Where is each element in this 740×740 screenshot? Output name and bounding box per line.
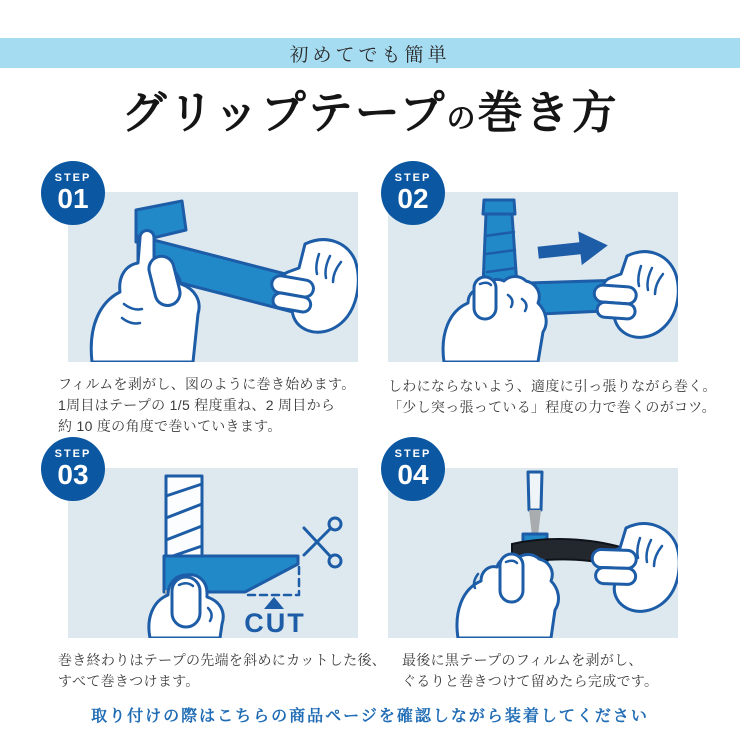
step2-caption bbox=[388, 376, 723, 418]
step1-number: 01 bbox=[57, 183, 89, 214]
step4-caption bbox=[402, 650, 737, 692]
caption-line: すべて巻きつけます。 bbox=[58, 673, 200, 689]
caption-line: 最後に黒テープのフィルムを剥がし、 bbox=[402, 652, 643, 668]
step2-number: 02 bbox=[397, 183, 429, 214]
wrapped-grip bbox=[166, 476, 202, 558]
caption-line: 巻き終わりはテープの先端を斜めにカットした後、 bbox=[58, 652, 387, 668]
step4-number: 04 bbox=[397, 459, 429, 490]
top-banner bbox=[0, 38, 740, 68]
cut-label: CUT bbox=[244, 608, 306, 638]
title-particle: の bbox=[446, 103, 478, 135]
caption-line: しわにならないよう、適度に引っ張りながら巻く。 bbox=[388, 378, 717, 394]
title-left: グリップテープ bbox=[121, 87, 447, 138]
banner-label: 初めてでも簡単 bbox=[289, 44, 451, 66]
caption-line: フィルムを剥がし、図のように巻き始めます。 bbox=[58, 376, 356, 392]
step3-badge-label: STEP bbox=[54, 448, 92, 460]
step4-badge bbox=[381, 437, 445, 501]
page-title bbox=[0, 86, 740, 140]
footer-note: 取り付けの際はこちらの商品ページを確認しながら装着してください bbox=[91, 708, 649, 725]
wrapped-grip bbox=[483, 200, 517, 286]
step1-illustration bbox=[68, 192, 358, 362]
caption-line: 「少し突っ張っている」程度の力で巻くのがコツ。 bbox=[388, 399, 716, 415]
step1-caption bbox=[58, 374, 393, 437]
step3-panel bbox=[68, 468, 358, 638]
racket-shaft bbox=[528, 472, 542, 510]
title-right: 巻き方 bbox=[477, 87, 619, 138]
step2-badge bbox=[381, 161, 445, 225]
caption-line: ぐるりと巻きつけて留めたら完成です。 bbox=[402, 673, 659, 689]
step3-illustration bbox=[68, 468, 358, 638]
step3-badge bbox=[41, 437, 105, 501]
step1-panel bbox=[68, 192, 358, 362]
step3-number: 03 bbox=[57, 459, 89, 490]
step4-badge-label: STEP bbox=[394, 448, 432, 460]
step2-badge-label: STEP bbox=[394, 172, 432, 184]
step1-badge-label: STEP bbox=[54, 172, 92, 184]
caption-line: 1周目はテープの 1/5 程度重ね、2 周目から bbox=[58, 397, 336, 413]
step3-caption bbox=[58, 650, 393, 692]
caption-line: 約 10 度の角度で巻いていきます。 bbox=[58, 418, 282, 434]
step1-badge bbox=[41, 161, 105, 225]
